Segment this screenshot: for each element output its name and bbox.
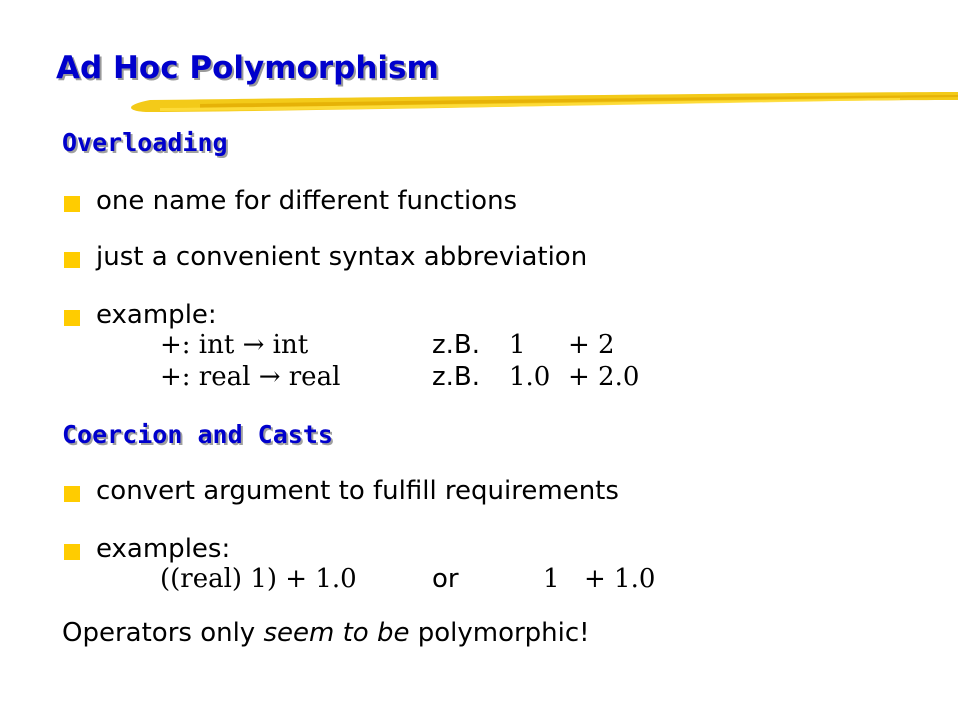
bullet-text: convert argument to fulfill requirements: [96, 476, 619, 506]
code-expression: 1: [509, 330, 526, 360]
section-heading-overloading: Overloading: [62, 128, 228, 157]
code-signature: +: int → int: [160, 330, 309, 360]
bullet-square-icon: [62, 194, 82, 214]
code-expression: + 2.0: [568, 362, 640, 392]
bullet-text: examples:: [96, 534, 231, 564]
footer-text-before: Operators only: [62, 618, 264, 648]
code-signature: +: real → real: [160, 362, 341, 392]
slide-title: Ad Hoc Polymorphism: [56, 50, 439, 86]
footer-text-italic: seem to be: [263, 618, 410, 648]
code-expression: 1: [543, 564, 560, 594]
bullet-square-icon: [62, 308, 82, 328]
bullet-text: example:: [96, 300, 217, 330]
code-expression: + 2: [568, 330, 615, 360]
zb-label: z.B.: [432, 362, 481, 392]
bullet-text: one name for different functions: [96, 186, 518, 216]
code-expression: + 1.0: [584, 564, 656, 594]
section-heading-coercion: Coercion and Casts: [62, 420, 333, 449]
footer-statement: [62, 618, 590, 648]
bullet-square-icon: [62, 250, 82, 270]
or-label: or: [432, 564, 459, 594]
bullet-square-icon: [62, 484, 82, 504]
zb-label: z.B.: [432, 330, 481, 360]
code-expression: ((real) 1) + 1.0: [160, 564, 357, 594]
footer-text-after: polymorphic!: [409, 618, 590, 648]
bullet-text: just a convenient syntax abbreviation: [96, 242, 588, 272]
bullet-square-icon: [62, 542, 82, 562]
title-underline-swoosh: [0, 86, 960, 126]
code-expression: 1.0: [509, 362, 551, 392]
